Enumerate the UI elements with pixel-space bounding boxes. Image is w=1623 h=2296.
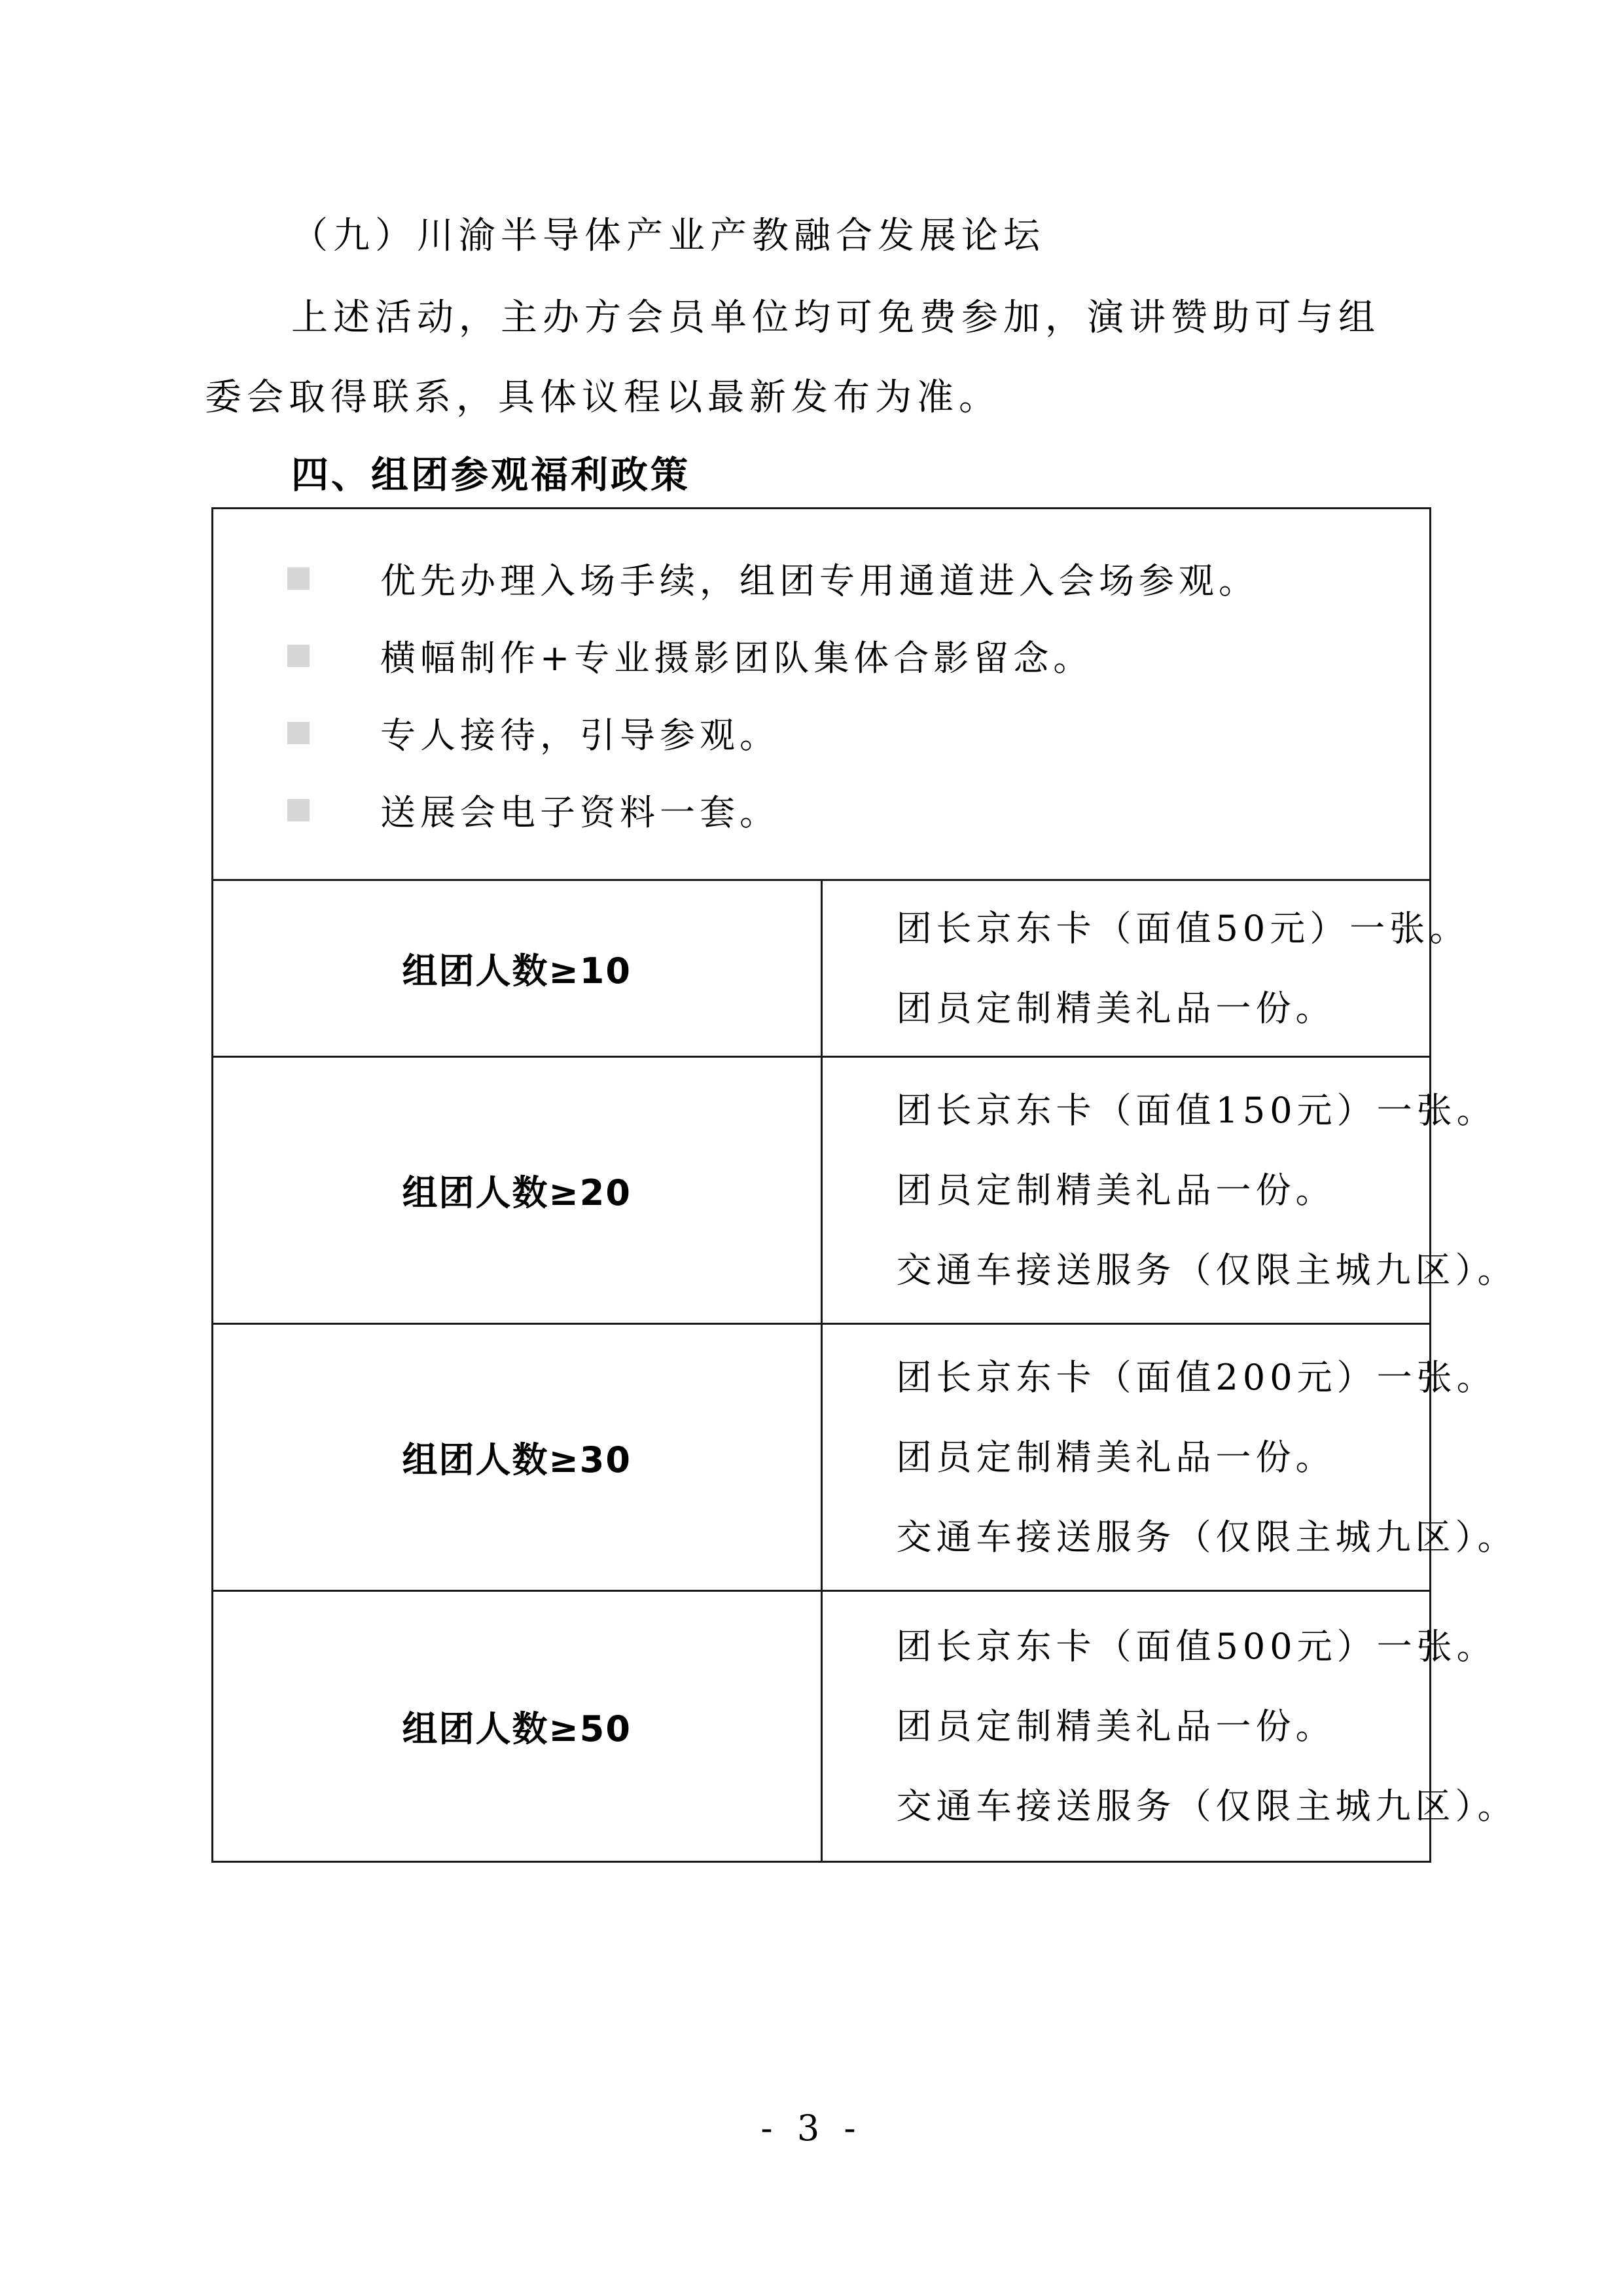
tier-label: 组团人数≥10 <box>213 880 822 1057</box>
tier-benefit-item: 团员定制精美礼品一份。 <box>896 1169 1336 1211</box>
tier-benefits-list <box>896 1338 1518 1577</box>
tier-benefit-item: 团员定制精美礼品一份。 <box>896 987 1336 1029</box>
tier-row-30 <box>213 1324 1431 1591</box>
tier-benefits-list <box>896 889 1470 1049</box>
tier-benefits-cell <box>821 1324 1518 1591</box>
tier-row-20 <box>213 1057 1431 1324</box>
tier-benefit-item: 交通车接送服务（仅限主城九区）。 <box>896 1785 1518 1827</box>
tier-benefits-list <box>896 1071 1518 1310</box>
tier-row-50 <box>213 1591 1431 1862</box>
square-bullet-icon <box>287 722 310 744</box>
benefits-table <box>211 507 1518 1863</box>
general-benefit-text: 横幅制作+专业摄影团队集体合影留念。 <box>380 637 1094 679</box>
general-benefit-item <box>287 694 1429 772</box>
square-bullet-icon <box>287 799 310 821</box>
tier-benefit-item: 团员定制精美礼品一份。 <box>896 1436 1336 1478</box>
tier-row-10 <box>213 880 1431 1057</box>
tier-benefit-item: 交通车接送服务（仅限主城九区）。 <box>896 1249 1518 1291</box>
tier-benefit-item: 团长京东卡（面值50元）一张。 <box>896 907 1470 949</box>
tier-benefits-list <box>896 1607 1518 1846</box>
general-benefits-list <box>213 540 1429 849</box>
tier-label: 组团人数≥20 <box>213 1057 822 1324</box>
tier-benefits-cell <box>821 880 1470 1057</box>
tier-benefit-item: 团长京东卡（面值200元）一张。 <box>896 1356 1497 1398</box>
general-benefit-text: 优先办理入场手续，组团专用通道进入会场参观。 <box>380 560 1258 601</box>
tier-benefit-item: 团长京东卡（面值150元）一张。 <box>896 1089 1497 1131</box>
general-benefit-item <box>287 772 1429 849</box>
tier-label: 组团人数≥50 <box>213 1591 822 1862</box>
square-bullet-icon <box>287 645 310 667</box>
general-benefits-row <box>213 509 1431 880</box>
general-benefit-text: 送展会电子资料一套。 <box>380 792 779 833</box>
tier-benefit-item: 团长京东卡（面值500元）一张。 <box>896 1625 1497 1667</box>
tier-benefit-item: 交通车接送服务（仅限主城九区）。 <box>896 1516 1518 1558</box>
general-benefit-text: 专人接待，引导参观。 <box>380 715 779 756</box>
general-benefit-item <box>287 617 1429 694</box>
tier-benefits-cell <box>821 1057 1518 1324</box>
tier-label: 组团人数≥30 <box>213 1324 822 1591</box>
page-number: - 3 - <box>760 2108 863 2149</box>
general-benefits-cell <box>213 509 1431 880</box>
tier-benefit-item: 团员定制精美礼品一份。 <box>896 1705 1336 1747</box>
forum-item-line: （九）川渝半导体产业产教融合发展论坛 <box>291 215 1045 257</box>
square-bullet-icon <box>287 567 310 590</box>
general-benefit-item <box>287 540 1429 617</box>
paragraph-line-1: 上述活动，主办方会员单位均可免费参加，演讲赞助可与组 <box>291 296 1380 339</box>
tier-benefits-cell <box>821 1591 1518 1862</box>
paragraph-line-2: 委会取得联系，具体议程以最新发布为准。 <box>205 376 1001 419</box>
section-heading: 四、组团参观福利政策 <box>291 454 690 497</box>
